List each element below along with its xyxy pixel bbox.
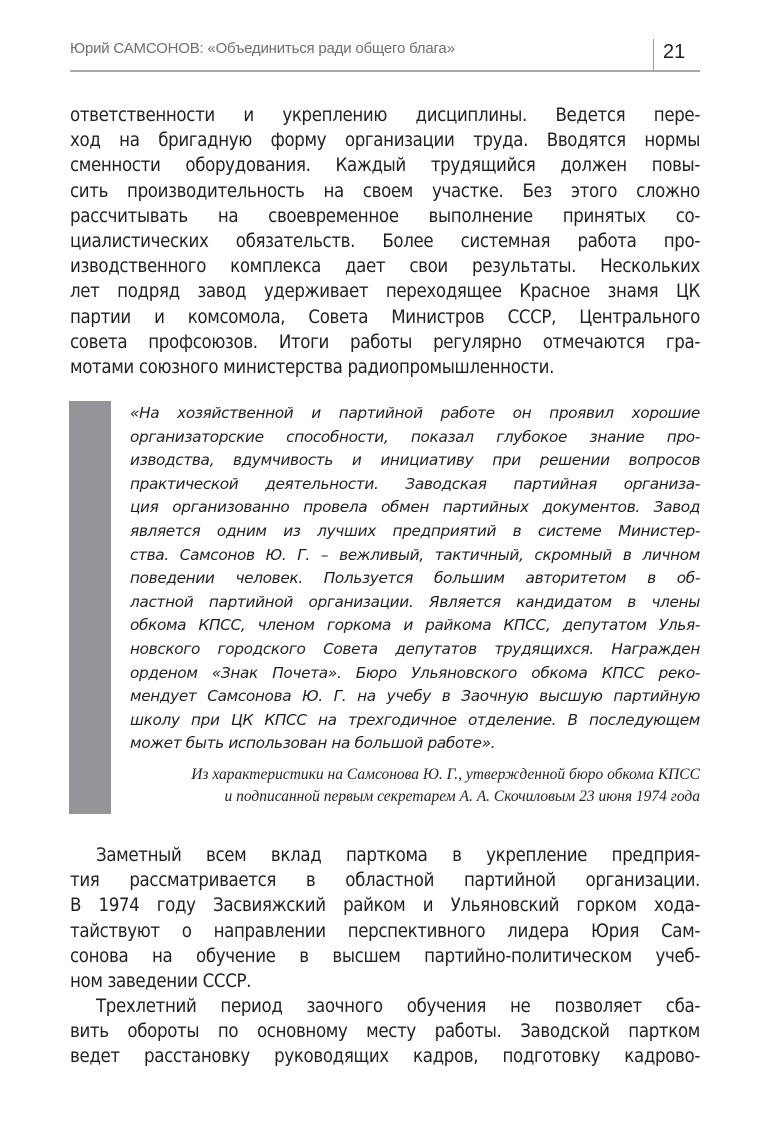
text-line: мотами союзного министерства радиопромышленности. <box>70 356 555 378</box>
text-line: Трехлетний период заочного обучения не позволяет сба- <box>96 996 700 1017</box>
text-line: партии и комсомола, Совета Министров СССР, Центрального <box>70 306 700 328</box>
quote-line: практической деятельности. Заводская партийная организа- <box>130 474 700 493</box>
text-line: сонова на обучение в высшем партийно-политическом учеб- <box>70 945 700 967</box>
quote-line: орденом «Знак Почета». Бюро Ульяновского обкома КПСС реко- <box>130 663 700 682</box>
text-line: ход на бригадную форму организации труда. Вводятся нормы <box>70 130 700 152</box>
quote-line: изводства, вдумчивость и инициативу при решении вопросов <box>130 451 700 470</box>
quote-line: может быть использован на большой работе». <box>130 734 496 753</box>
text-line: рассчитывать на своевременное выполнение принятых со- <box>70 205 700 227</box>
header-divider-vertical <box>653 39 654 70</box>
text-line: совета профсоюзов. Итоги работы регулярно отмечаются гра- <box>70 331 700 353</box>
text-line: ном заведении СССР. <box>70 970 252 992</box>
paragraph-3 <box>70 994 700 1070</box>
quote-line: школу при ЦК КПСС на трехгодичное отделение. В последующем <box>130 710 700 729</box>
text-line: ведет расстановку руководящих кадров, подготовку кадрово- <box>70 1046 700 1068</box>
running-header-title: Юрий САМСОНОВ: «Объединиться ради общего блага» <box>70 40 455 57</box>
quote-line: организаторские способности, показал глубокое знание про- <box>130 427 700 446</box>
quote-line: новского городского Совета депутатов трудящихся. Награжден <box>130 639 700 658</box>
text-line: сить производительность на своем участке. Без этого сложно <box>70 180 700 202</box>
quote-line: ства. Самсонов Ю. Г. – вежливый, тактичный, скромный в личном <box>130 545 700 564</box>
text-line: лет подряд завод удерживает переходящее Красное знамя ЦК <box>70 281 700 303</box>
quote-source-attribution <box>130 764 700 808</box>
quote-line: ластной партийной организации. Является кандидатом в члены <box>130 592 700 611</box>
paragraph-1 <box>70 103 700 380</box>
paragraph-2 <box>70 843 700 994</box>
page-number: 21 <box>663 41 686 63</box>
text-line: вить обороты по основному месту работы. Заводской партком <box>70 1021 700 1043</box>
quote-line: обкома КПСС, членом горкома и райкома КПСС, депутатом Улья- <box>130 616 700 635</box>
text-line: циалистических обязательств. Более системная работа про- <box>70 230 700 252</box>
source-line: и подписанной первым секретарем А. А. Скочиловым 23 июня 1974 года <box>224 788 700 805</box>
quote-line: «На хозяйственной и партийной работе он проявил хорошие <box>130 404 700 422</box>
text-line: тия рассматривается в областной партийной организации. <box>70 870 700 892</box>
blockquote <box>130 402 700 756</box>
text-line: Заметный всем вклад парткома в укрепление предприя- <box>96 845 700 866</box>
text-line: изводственного комплекса дает свои результаты. Нескольких <box>70 256 700 278</box>
header-rule <box>70 70 700 72</box>
quote-line: мендует Самсонова Ю. Г. на учебу в Заочную высшую партийную <box>130 687 700 706</box>
text-line: тайствуют о направлении перспективного лидера Юрия Сам- <box>70 920 700 942</box>
quote-line: поведении человек. Пользуется большим авторитетом в об- <box>130 569 700 588</box>
quote-line: ция организованно провела обмен партийных документов. Завод <box>130 498 700 517</box>
quote-side-bar <box>69 401 111 814</box>
text-line: ответственности и укреплению дисциплины. Ведется пере- <box>70 105 700 126</box>
quote-line: является одним из лучших предприятий в системе Министер- <box>130 521 700 540</box>
source-line: Из характеристики на Самсонова Ю. Г., утвержденной бюро обкома КПСС <box>191 766 700 783</box>
text-line: сменности оборудования. Каждый трудящийся должен повы- <box>70 155 700 177</box>
text-line: В 1974 году Засвияжский райком и Ульяновский горком хода- <box>70 895 700 917</box>
